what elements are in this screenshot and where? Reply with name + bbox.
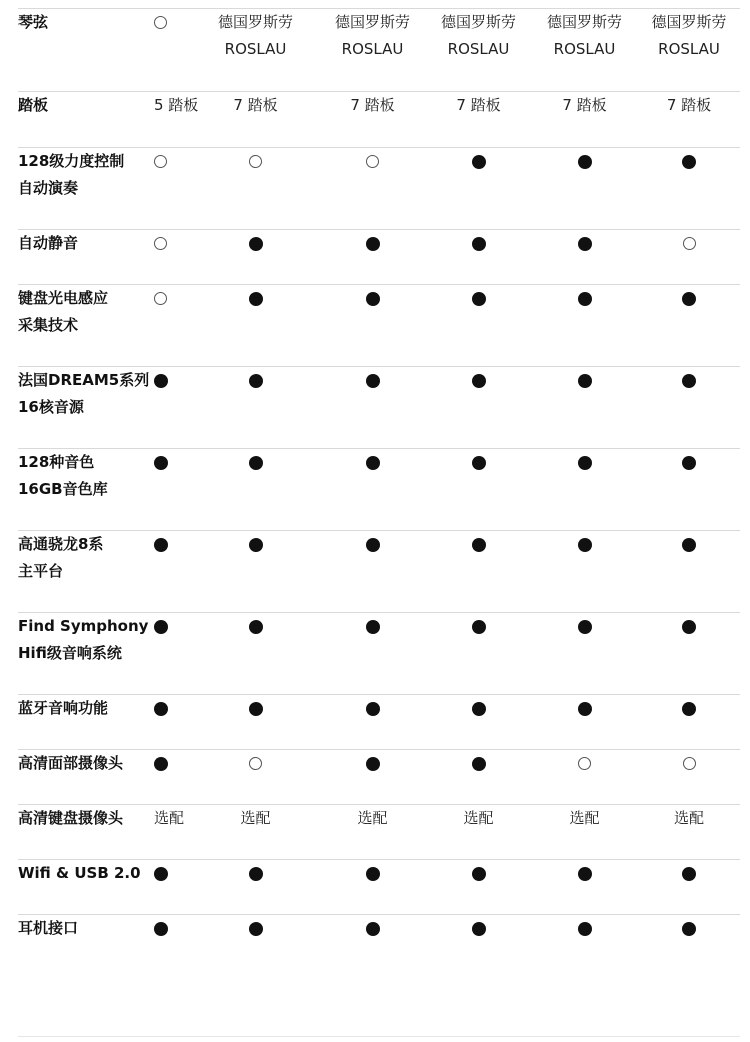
table-row	[18, 860, 740, 915]
included-cell	[638, 285, 740, 367]
included-cell	[531, 367, 638, 449]
filled-circle-icon	[578, 538, 592, 552]
filled-circle-icon	[682, 620, 696, 634]
not-included-cell	[154, 230, 192, 285]
filled-circle-icon	[249, 292, 263, 306]
spec-text-cell	[638, 92, 740, 148]
filled-circle-icon	[154, 757, 168, 771]
spec-text: 选配	[357, 809, 388, 827]
spec-text-cell	[531, 92, 638, 148]
included-cell	[319, 449, 426, 531]
row-label-line: Wifi & USB 2.0	[18, 864, 141, 882]
filled-circle-icon	[366, 867, 380, 881]
row-label-line: 踏板	[18, 96, 49, 114]
included-cell	[154, 449, 192, 531]
row-label	[18, 92, 154, 148]
filled-circle-icon	[682, 292, 696, 306]
table-row	[18, 805, 740, 860]
filled-circle-icon	[366, 538, 380, 552]
filled-circle-icon	[472, 374, 486, 388]
hollow-circle-icon	[683, 757, 696, 770]
row-label	[18, 148, 154, 230]
row-label-line: 自动演奏	[18, 179, 79, 197]
brand-text: ROSLAU	[553, 40, 616, 58]
spec-text-cell	[638, 805, 740, 860]
table-row	[18, 531, 740, 613]
filled-circle-icon	[249, 374, 263, 388]
row-label-line: 高清键盘摄像头	[18, 809, 124, 827]
included-cell	[638, 915, 740, 971]
row-label-line: 琴弦	[18, 13, 49, 31]
filled-circle-icon	[366, 620, 380, 634]
included-cell	[531, 230, 638, 285]
spec-text-cell	[319, 92, 426, 148]
filled-circle-icon	[578, 867, 592, 881]
row-label-line: 16GB音色库	[18, 480, 108, 498]
spec-text: 7 踏板	[233, 96, 278, 114]
filled-circle-icon	[472, 922, 486, 936]
table-row	[18, 230, 740, 285]
included-cell	[638, 148, 740, 230]
brand-text: ROSLAU	[341, 40, 404, 58]
included-cell	[638, 531, 740, 613]
filled-circle-icon	[249, 702, 263, 716]
bottom-divider	[18, 1036, 740, 1037]
hollow-circle-icon	[578, 757, 591, 770]
included-cell	[638, 367, 740, 449]
hollow-circle-icon	[154, 292, 167, 305]
filled-circle-icon	[154, 374, 168, 388]
included-cell	[154, 367, 192, 449]
spec-text-cell	[426, 92, 531, 148]
filled-circle-icon	[366, 237, 380, 251]
hollow-circle-icon	[249, 155, 262, 168]
filled-circle-icon	[154, 867, 168, 881]
filled-circle-icon	[682, 456, 696, 470]
filled-circle-icon	[366, 292, 380, 306]
filled-circle-icon	[472, 867, 486, 881]
included-cell	[192, 230, 319, 285]
string-brand-cell	[638, 9, 740, 92]
not-included-cell	[154, 148, 192, 230]
included-cell	[426, 531, 531, 613]
filled-circle-icon	[578, 292, 592, 306]
filled-circle-icon	[578, 237, 592, 251]
hollow-circle-icon	[249, 757, 262, 770]
brand-text: ROSLAU	[658, 40, 720, 58]
included-cell	[154, 531, 192, 613]
row-label-line: Hifi级音响系统	[18, 644, 122, 662]
row-label-line: 高清面部摄像头	[18, 754, 124, 772]
included-cell	[192, 367, 319, 449]
spec-text-cell	[154, 805, 192, 860]
filled-circle-icon	[154, 922, 168, 936]
included-cell	[319, 230, 426, 285]
spec-text: 7 踏板	[562, 96, 607, 114]
included-cell	[192, 915, 319, 971]
included-cell	[426, 915, 531, 971]
included-cell	[531, 148, 638, 230]
row-label	[18, 613, 154, 695]
table-row	[18, 449, 740, 531]
filled-circle-icon	[154, 456, 168, 470]
included-cell	[319, 285, 426, 367]
brand-text: 德国罗斯劳	[651, 13, 727, 31]
included-cell	[426, 613, 531, 695]
included-cell	[319, 695, 426, 750]
hollow-circle-icon	[154, 16, 167, 29]
row-label	[18, 285, 154, 367]
spec-text-cell	[531, 805, 638, 860]
hollow-circle-icon	[154, 155, 167, 168]
included-cell	[531, 695, 638, 750]
filled-circle-icon	[472, 620, 486, 634]
spec-text-cell	[426, 805, 531, 860]
included-cell	[531, 285, 638, 367]
included-cell	[638, 860, 740, 915]
brand-text: ROSLAU	[447, 40, 510, 58]
not-included-cell	[638, 230, 740, 285]
included-cell	[531, 915, 638, 971]
included-cell	[426, 695, 531, 750]
included-cell	[319, 750, 426, 805]
included-cell	[426, 367, 531, 449]
filled-circle-icon	[578, 155, 592, 169]
not-included-cell	[192, 148, 319, 230]
row-label-line: Find Symphony	[18, 617, 149, 635]
filled-circle-icon	[682, 374, 696, 388]
filled-circle-icon	[472, 538, 486, 552]
filled-circle-icon	[578, 620, 592, 634]
filled-circle-icon	[154, 538, 168, 552]
included-cell	[426, 860, 531, 915]
filled-circle-icon	[366, 374, 380, 388]
included-cell	[426, 750, 531, 805]
hollow-circle-icon	[683, 237, 696, 250]
table-row	[18, 613, 740, 695]
included-cell	[192, 531, 319, 613]
filled-circle-icon	[578, 922, 592, 936]
filled-circle-icon	[578, 456, 592, 470]
included-cell	[192, 860, 319, 915]
spec-text: 选配	[240, 809, 271, 827]
table-row	[18, 750, 740, 805]
not-included-cell	[192, 750, 319, 805]
filled-circle-icon	[682, 922, 696, 936]
spec-text: 选配	[154, 809, 185, 827]
filled-circle-icon	[154, 620, 168, 634]
string-brand-cell	[426, 9, 531, 92]
not-included-cell	[319, 148, 426, 230]
spec-text: 选配	[673, 809, 704, 827]
row-label-line: 128级力度控制	[18, 152, 125, 170]
included-cell	[154, 860, 192, 915]
filled-circle-icon	[249, 456, 263, 470]
included-cell	[319, 613, 426, 695]
spec-text-cell	[192, 92, 319, 148]
spec-text: 5 踏板	[154, 96, 199, 114]
not-included-cell	[638, 750, 740, 805]
spec-text-cell	[154, 92, 199, 148]
row-label-line: 高通骁龙8系	[18, 535, 104, 553]
filled-circle-icon	[249, 867, 263, 881]
table-row	[18, 148, 740, 230]
row-label-line: 蓝牙音响功能	[18, 699, 109, 717]
table-row	[18, 285, 740, 367]
row-label	[18, 367, 154, 449]
included-cell	[531, 860, 638, 915]
filled-circle-icon	[154, 702, 168, 716]
spec-comparison-table	[18, 9, 740, 970]
filled-circle-icon	[249, 620, 263, 634]
included-cell	[638, 613, 740, 695]
filled-circle-icon	[472, 757, 486, 771]
row-label-line: 键盘光电感应	[18, 289, 109, 307]
filled-circle-icon	[366, 702, 380, 716]
spec-text: 7 踏板	[456, 96, 501, 114]
row-label-line: 自动静音	[18, 234, 79, 252]
row-label-line: 16核音源	[18, 398, 84, 416]
row-label-line: 主平台	[18, 562, 64, 580]
spec-text: 选配	[463, 809, 494, 827]
included-cell	[319, 860, 426, 915]
included-cell	[531, 613, 638, 695]
included-cell	[319, 531, 426, 613]
row-label	[18, 230, 154, 285]
included-cell	[192, 449, 319, 531]
filled-circle-icon	[682, 702, 696, 716]
table-row	[18, 915, 740, 971]
brand-text: ROSLAU	[224, 40, 287, 58]
filled-circle-icon	[366, 456, 380, 470]
included-cell	[531, 531, 638, 613]
included-cell	[154, 613, 192, 695]
row-label	[18, 695, 154, 750]
table-row	[18, 9, 740, 92]
included-cell	[638, 695, 740, 750]
filled-circle-icon	[366, 922, 380, 936]
included-cell	[192, 613, 319, 695]
included-cell	[192, 285, 319, 367]
table-row	[18, 92, 740, 148]
row-label	[18, 750, 154, 805]
row-label-line: 128种音色	[18, 453, 95, 471]
included-cell	[154, 750, 192, 805]
filled-circle-icon	[682, 867, 696, 881]
filled-circle-icon	[472, 155, 486, 169]
included-cell	[426, 230, 531, 285]
hollow-circle-icon	[366, 155, 379, 168]
brand-text: 德国罗斯劳	[546, 13, 622, 31]
not-included-cell	[154, 285, 192, 367]
included-cell	[531, 449, 638, 531]
included-cell	[638, 449, 740, 531]
included-cell	[192, 695, 319, 750]
included-cell	[426, 285, 531, 367]
not-included-cell	[154, 9, 192, 92]
included-cell	[154, 915, 192, 971]
string-brand-cell	[531, 9, 638, 92]
filled-circle-icon	[249, 922, 263, 936]
filled-circle-icon	[682, 155, 696, 169]
spec-text: 7 踏板	[350, 96, 395, 114]
row-label	[18, 805, 154, 860]
filled-circle-icon	[472, 702, 486, 716]
row-label-line: 采集技术	[18, 316, 79, 334]
row-label	[18, 531, 154, 613]
included-cell	[154, 695, 192, 750]
spec-text-cell	[319, 805, 426, 860]
string-brand-cell	[319, 9, 426, 92]
filled-circle-icon	[682, 538, 696, 552]
table-row	[18, 695, 740, 750]
included-cell	[319, 915, 426, 971]
row-label	[18, 9, 154, 92]
spec-text-cell	[192, 805, 319, 860]
row-label-line: 耳机接口	[18, 919, 79, 937]
filled-circle-icon	[249, 538, 263, 552]
filled-circle-icon	[578, 702, 592, 716]
hollow-circle-icon	[154, 237, 167, 250]
row-label-line: 法国DREAM5系列	[18, 371, 150, 389]
string-brand-cell	[192, 9, 319, 92]
filled-circle-icon	[366, 757, 380, 771]
filled-circle-icon	[472, 456, 486, 470]
included-cell	[426, 449, 531, 531]
filled-circle-icon	[472, 237, 486, 251]
spec-text: 7 踏板	[666, 96, 712, 114]
filled-circle-icon	[249, 237, 263, 251]
row-label	[18, 449, 154, 531]
filled-circle-icon	[578, 374, 592, 388]
row-label	[18, 860, 154, 915]
spec-text: 选配	[569, 809, 600, 827]
filled-circle-icon	[472, 292, 486, 306]
included-cell	[426, 148, 531, 230]
brand-text: 德国罗斯劳	[217, 13, 293, 31]
brand-text: 德国罗斯劳	[440, 13, 516, 31]
brand-text: 德国罗斯劳	[334, 13, 410, 31]
included-cell	[319, 367, 426, 449]
row-label	[18, 915, 154, 971]
table-row	[18, 367, 740, 449]
not-included-cell	[531, 750, 638, 805]
